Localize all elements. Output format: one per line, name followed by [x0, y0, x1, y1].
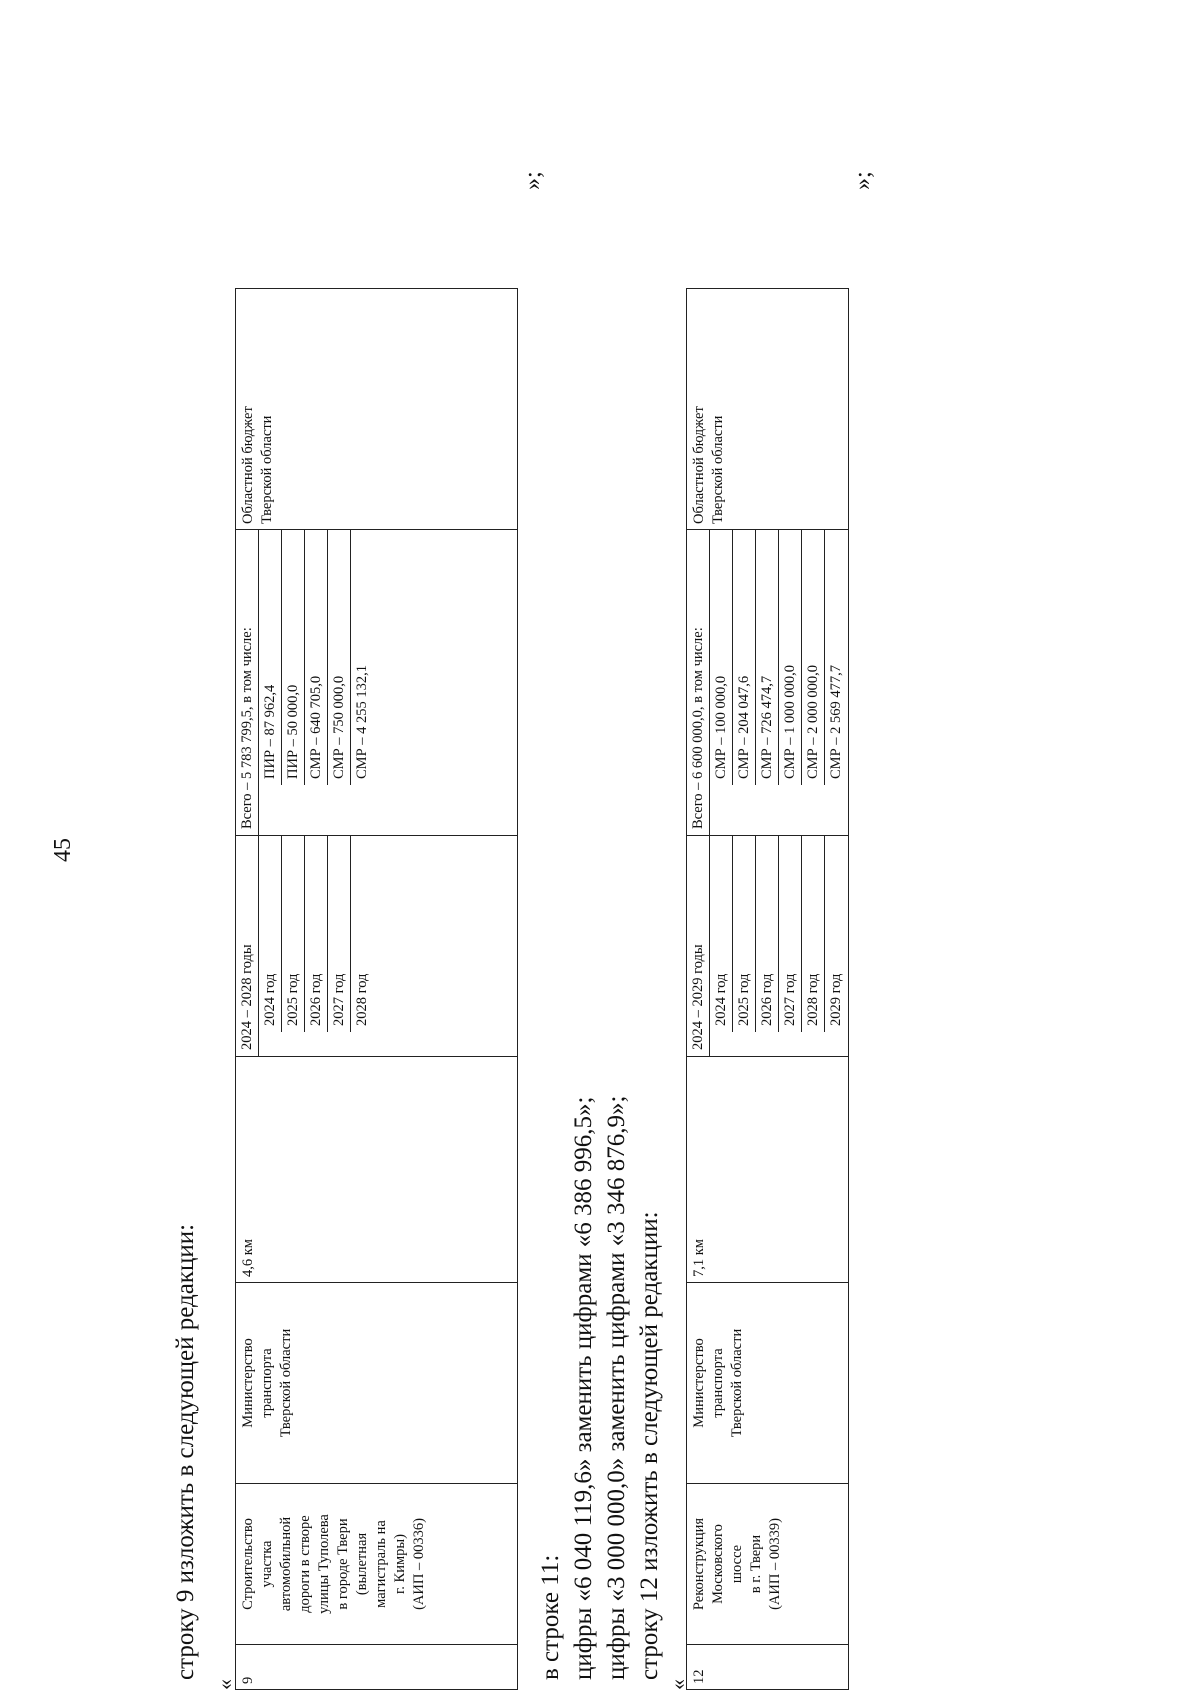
year-item: 2024 год: [710, 836, 733, 1032]
year-item: 2024 год: [259, 836, 282, 1032]
name-line: магистраль на: [373, 1520, 389, 1608]
row9-table: [235, 288, 518, 1690]
ministry-line: транспорта: [710, 1348, 726, 1418]
row9-length: 4,6 км: [236, 1057, 518, 1283]
year-item: 2025 год: [733, 836, 756, 1032]
section1-close-quote: »;: [520, 171, 546, 190]
name-line: Московского: [710, 1524, 726, 1604]
year-item: 2026 год: [305, 836, 328, 1032]
row9-object-name: [236, 1484, 518, 1645]
row9-funding-source: [236, 289, 518, 530]
section2-line3: цифры «3 000 000,0» заменить цифрами «3 346 876,9»;: [603, 1095, 630, 1680]
amount-item: СМР – 4 255 132,1: [354, 664, 370, 779]
years-total: 2024 – 2028 годы: [236, 836, 259, 1056]
section1-open-quote: «: [212, 1679, 237, 1690]
amount-total: Всего – 6 600 000,0, в том числе:: [687, 530, 710, 835]
amount-item: СМР – 750 000,0: [328, 530, 351, 785]
ministry-line: Тверской области: [278, 1328, 294, 1438]
ministry-line: Министерство: [240, 1338, 256, 1428]
year-item: 2028 год: [802, 836, 825, 1032]
section2-open-quote: «: [665, 1679, 690, 1690]
row9-number: 9: [236, 1645, 518, 1690]
row12-table: [686, 288, 849, 1690]
table-row: [687, 289, 849, 1690]
ministry-line: Тверской области: [729, 1328, 745, 1438]
name-line: Строительство: [240, 1518, 256, 1610]
name-line: (АИП – 00339): [767, 1518, 783, 1610]
row12-number: 12: [687, 1645, 849, 1690]
row12-object-name: [687, 1484, 849, 1645]
name-line: (АИП – 00336): [411, 1518, 427, 1610]
row12-funding-source: [687, 289, 849, 530]
year-item: 2026 год: [756, 836, 779, 1032]
row12-length: 7,1 км: [687, 1057, 849, 1283]
section2-line4: строку 12 изложить в следующей редакции:: [636, 1211, 663, 1680]
source-line: Областной бюджет: [240, 406, 256, 524]
name-line: г. Кимры): [392, 1534, 408, 1594]
year-item: 2029 год: [828, 973, 844, 1026]
amount-item: СМР – 2 000 000,0: [802, 530, 825, 785]
amount-item: ПИР – 87 962,4: [259, 530, 282, 785]
name-line: участка: [259, 1540, 275, 1588]
section2-line1: в строке 11:: [537, 1554, 564, 1680]
year-item: 2025 год: [282, 836, 305, 1032]
section2-line2: цифры «6 040 119,6» заменить цифрами «6 386 996,5»;: [570, 1096, 597, 1680]
amount-item: ПИР – 50 000,0: [282, 530, 305, 785]
ministry-line: Министерство: [691, 1338, 707, 1428]
page-number: 45: [50, 838, 76, 862]
amount-item: СМР – 640 705,0: [305, 530, 328, 785]
name-line: Реконструкция: [691, 1517, 707, 1611]
table-row: [236, 289, 518, 1690]
rotated-document-sheet: [50, 90, 1050, 1690]
source-line: Областной бюджет: [691, 406, 707, 524]
year-item: 2028 год: [354, 973, 370, 1026]
name-line: автомобильной: [278, 1516, 294, 1612]
row12-amounts: [687, 530, 849, 836]
name-line: дороги в створе: [297, 1515, 313, 1613]
amount-item: СМР – 100 000,0: [710, 530, 733, 785]
name-line: шоссе: [729, 1544, 745, 1584]
row12-years: [687, 836, 849, 1057]
year-item: 2027 год: [328, 836, 351, 1032]
name-line: в г. Твери: [748, 1534, 764, 1594]
amount-item: СМР – 2 569 477,7: [828, 664, 844, 779]
source-line: Тверской области: [259, 415, 275, 524]
name-line: (вылетная: [354, 1532, 370, 1596]
name-line: в городе Твери: [335, 1518, 351, 1610]
source-line: Тверской области: [710, 415, 726, 524]
row9-years: [236, 836, 518, 1057]
section2-close-quote: »;: [850, 171, 876, 190]
year-item: 2027 год: [779, 836, 802, 1032]
section1-intro: строку 9 изложить в следующей редакции:: [172, 1223, 199, 1680]
row9-ministry: [236, 1283, 518, 1484]
amount-item: СМР – 1 000 000,0: [779, 530, 802, 785]
amount-item: СМР – 204 047,6: [733, 530, 756, 785]
ministry-line: транспорта: [259, 1348, 275, 1418]
row12-ministry: [687, 1283, 849, 1484]
row9-amounts: [236, 530, 518, 836]
amount-item: СМР – 726 474,7: [756, 530, 779, 785]
amount-total: Всего – 5 783 799,5, в том числе:: [236, 530, 259, 835]
name-line: улицы Туполева: [316, 1514, 332, 1614]
years-total: 2024 – 2029 годы: [687, 836, 710, 1056]
